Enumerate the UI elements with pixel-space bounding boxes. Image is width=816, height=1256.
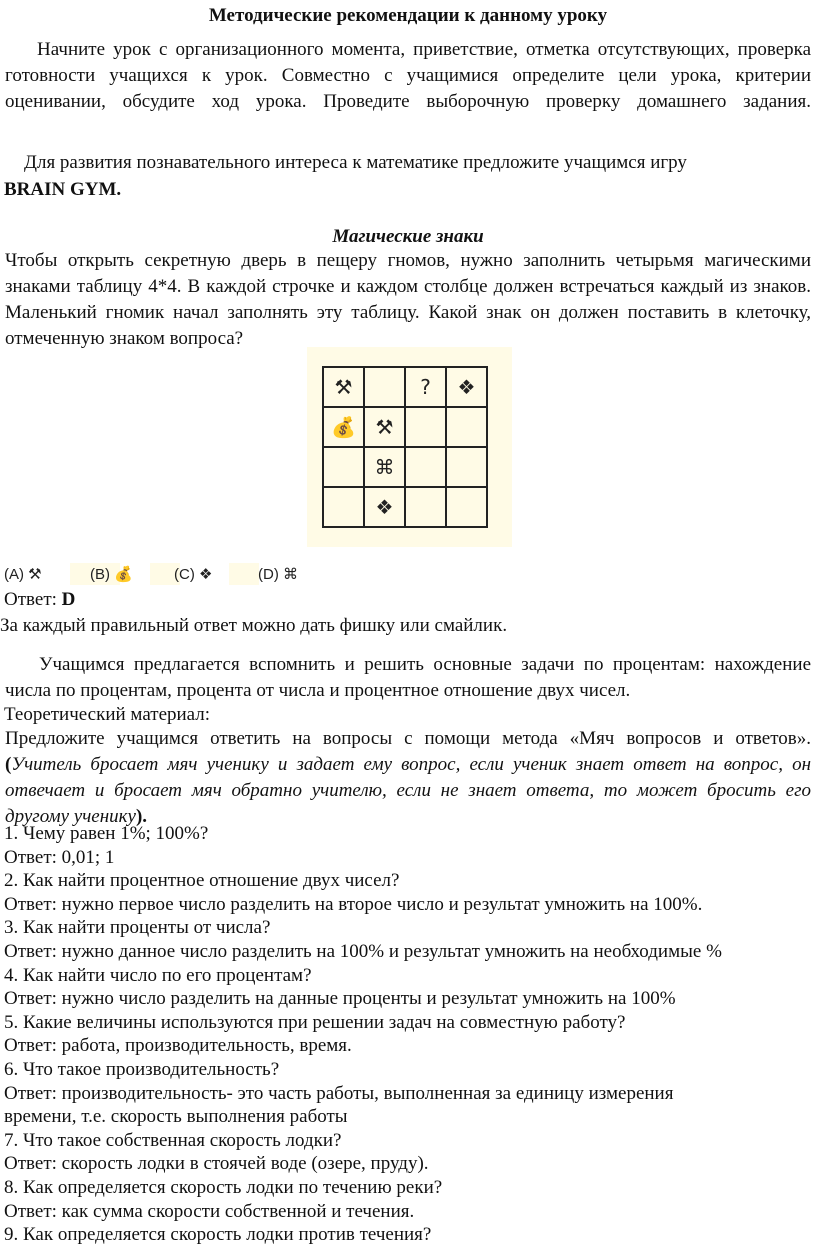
grid-cell-empty [405, 407, 446, 447]
qa-line: 1. Чему равен 1%; 100%? [4, 823, 209, 844]
option-c [174, 563, 212, 585]
qa-line: 3. Как найти проценты от числа? [4, 917, 271, 939]
qa-line: Ответ: нужно первое число разделить на второе число и результат умножить на 100%. [4, 893, 703, 915]
puzzle-text [5, 248, 811, 352]
money-bag-icon: 💰 [323, 407, 364, 447]
qa-line: Ответ: производительность- это часть работы, выполненная за единицу измерения [4, 1082, 674, 1104]
qa-line: 2. Как найти процентное отношение двух чисел? [4, 870, 400, 892]
answer-value: D [61, 589, 76, 610]
option-c-label: (C) [174, 566, 195, 583]
option-d [258, 563, 298, 585]
question-mark: ? [405, 367, 446, 407]
intro-text: Начните урок с организационного момента, приветствие, отметка отсутствующих, проверка готовности учащихся к урок. Совместно с учащимися определите цели урока, критерии оценивании, обсудите ход урока. Проведите выборочную проверку домашнего задания. [5, 39, 811, 112]
option-a [4, 563, 42, 585]
answer-label: Ответ: [4, 589, 57, 610]
qa-line: Ответ: как сумма скорости собственной и течения. [4, 1200, 415, 1222]
option-d-background [229, 563, 259, 585]
tasks-paragraph [5, 652, 811, 704]
grid-row [323, 487, 487, 527]
intro-paragraph [5, 37, 811, 115]
qa-line: Ответ: скорость лодки в стоячей воде (озере, пруду). [4, 1153, 429, 1175]
puzzle-text-content: Чтобы открыть секретную дверь в пещеру гномов, нужно заполнить четырьмя магическими знаками таблицу 4*4. В каждой строчке и каждом столбце должен встречаться каждый из знаков. Маленький гномик начал заполнять эту таблицу. Какой знак он должен поставить в клеточку, отмеченную знаком вопроса? [5, 250, 811, 349]
diamond-dots-icon: ❖ [199, 565, 213, 583]
qa-line: Ответ: нужно число разделить на данные проценты и результат умножить на 100% [4, 988, 676, 1010]
grid-cell-empty [446, 407, 487, 447]
money-bag-icon: 💰 [114, 565, 133, 583]
grid-cell-empty [446, 447, 487, 487]
grid-cell-empty [446, 487, 487, 527]
grid-row [323, 447, 487, 487]
puzzle-answer [4, 589, 75, 611]
grid-cell-empty [364, 367, 405, 407]
game-name: BRAIN GYM. [4, 179, 122, 200]
qa-line: Ответ: работа, производительность, время. [4, 1035, 352, 1057]
qa-line: 8. Как определяется скорость лодки по течению реки? [4, 1177, 443, 1198]
hammer-icon: ⚒ [364, 407, 405, 447]
method-note: Учитель бросает мяч ученику и задает ему вопрос, если ученик знает ответ на вопрос, он отвечает и бросает мяч обратно учителю, если не знает ответа, то может бросить его другому ученику [5, 754, 811, 827]
method-paragraph: Предложите учащимся ответить на вопросы с помощи метода «Мяч вопросов и ответов». (Учитель бросает мяч ученику и задает ему вопрос, если ученик знает ответ на вопрос, он отвечает и бросает мяч обратно учителю, если не знает ответа, то может бросить его другому ученику). [5, 728, 811, 827]
grid-row [323, 407, 487, 447]
diamond-dots-icon: ❖ [446, 367, 487, 407]
puzzle-grid [322, 366, 488, 528]
hammer-icon: ⚒ [28, 565, 42, 583]
qa-line: времени, т.е. скорость выполнения работы [4, 1106, 348, 1128]
qa-line: 6. Что такое производительность? [4, 1059, 280, 1080]
qa-line: 7. Что такое собственная скорость лодки? [4, 1129, 342, 1151]
grid-cell-empty [405, 487, 446, 527]
method-line: Предложите учащимся ответить на вопросы с помощи метода «Мяч вопросов и ответов». [5, 728, 811, 749]
grid-cell-empty [405, 447, 446, 487]
grid-row [323, 367, 487, 407]
grid-cell-empty [323, 447, 364, 487]
command-icon: ⌘ [283, 565, 298, 583]
puzzle-heading: Магические знаки [332, 226, 484, 247]
theory-label: Теоретический материал: [4, 704, 211, 725]
hammer-icon: ⚒ [323, 367, 364, 407]
page-title: Методические рекомендации к данному уроку [208, 5, 608, 26]
qa-line: Ответ: нужно данное число разделить на 100% и результат умножить на необходимые % [4, 941, 722, 962]
tasks-text: Учащимся предлагается вспомнить и решить основные задачи по процентам: нахождение числа по процентам, процента от числа и процентное отношение двух чисел. [5, 654, 811, 701]
option-a-label: (A) [4, 566, 24, 583]
option-d-label: (D) [258, 566, 279, 583]
qa-line: Ответ: 0,01; 1 [4, 846, 115, 868]
grid-cell-empty [323, 487, 364, 527]
option-b-label: (B) [90, 566, 110, 583]
reward-note: За каждый правильный ответ можно дать фишку или смайлик. [0, 615, 508, 636]
game-line: Для развития познавательного интереса к математике предложите учащимся игру [24, 152, 687, 173]
option-b [90, 563, 133, 585]
diamond-dots-icon: ❖ [364, 487, 405, 527]
qa-line: 9. Как определяется скорость лодки против течения? [4, 1224, 432, 1246]
command-icon: ⌘ [364, 447, 405, 487]
qa-line: 4. Как найти число по его процентам? [4, 964, 312, 986]
qa-line: 5. Какие величины используются при решении задач на совместную работу? [4, 1011, 626, 1033]
